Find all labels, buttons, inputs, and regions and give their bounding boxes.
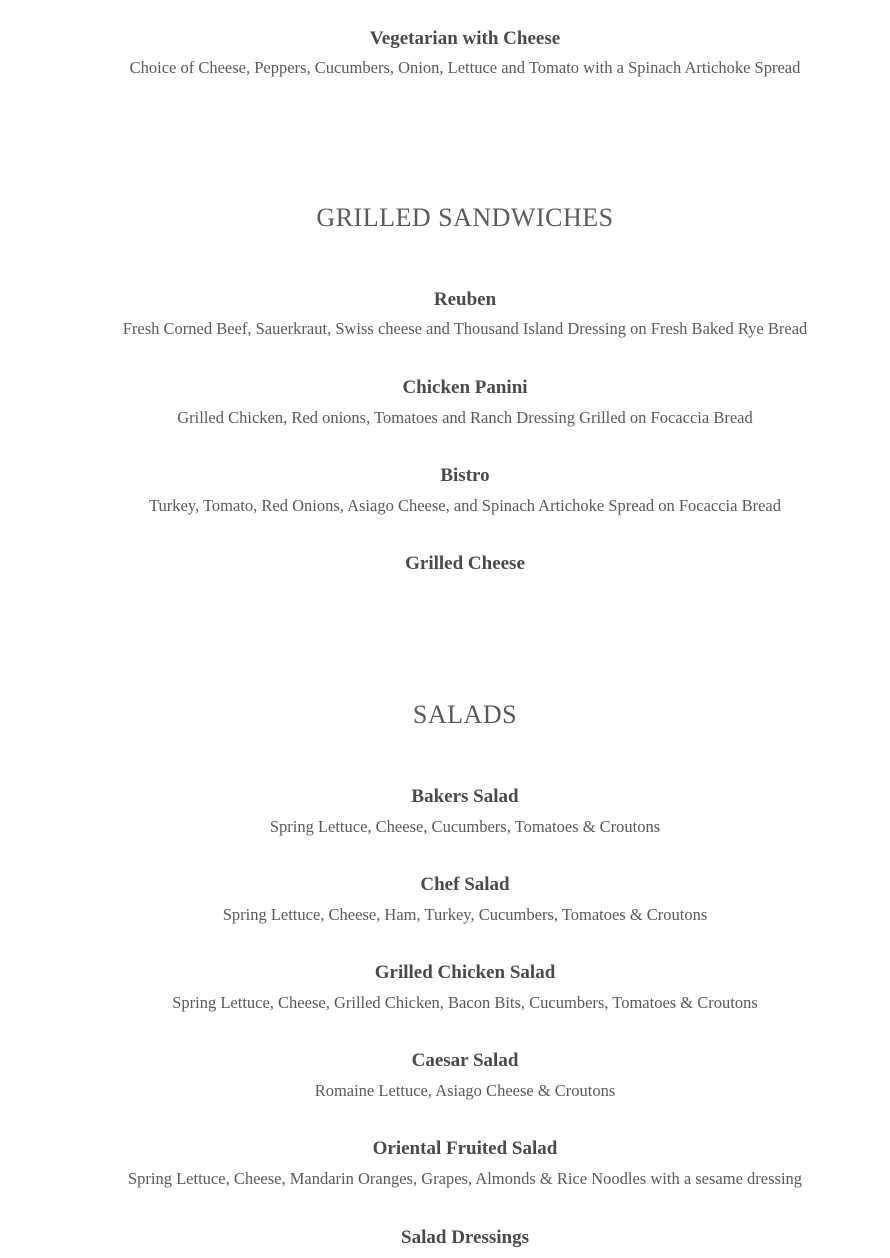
menu-item-description: Romaine Lettuce, Asiago Cheese & Croutons — [314, 1081, 616, 1100]
menu-item-description: Spring Lettuce, Cheese, Ham, Turkey, Cucumbers, Tomatoes & Croutons — [222, 905, 708, 924]
menu-item-name: Bistro — [440, 465, 490, 486]
section-title-grilled-sandwiches: GRILLED SANDWICHES — [316, 203, 614, 232]
menu-item-description: Choice of Cheese, Peppers, Cucumbers, Onion, Lettuce and Tomato with a Spinach Artichoke Spread — [129, 58, 801, 77]
menu-item-description: Spring Lettuce, Cheese, Mandarin Oranges, Grapes, Almonds & Rice Noodles with a sesame dressing — [127, 1169, 803, 1188]
menu-item-name: Chicken Panini — [402, 377, 528, 398]
salad-dressings-heading: Salad Dressings — [401, 1227, 529, 1248]
menu-item-name: Bakers Salad — [411, 786, 519, 807]
menu-item-description: Fresh Corned Beef, Sauerkraut, Swiss cheese and Thousand Island Dressing on Fresh Baked Rye Bread — [122, 319, 808, 338]
menu-item-description: Spring Lettuce, Cheese, Grilled Chicken, Bacon Bits, Cucumbers, Tomatoes & Croutons — [172, 993, 758, 1012]
section-title-salads: SALADS — [412, 700, 518, 729]
menu-item-name: Chef Salad — [420, 874, 510, 895]
menu-item-name: Reuben — [433, 289, 497, 310]
menu-item-name: Vegetarian with Cheese — [369, 28, 561, 49]
menu-item-name: Grilled Cheese — [405, 553, 525, 574]
menu-item-description: Spring Lettuce, Cheese, Cucumbers, Tomatoes & Croutons — [269, 817, 661, 836]
menu-item-name: Oriental Fruited Salad — [372, 1138, 558, 1159]
menu-item-description: Grilled Chicken, Red onions, Tomatoes and Ranch Dressing Grilled on Focaccia Bread — [177, 408, 753, 427]
menu-item-description: Turkey, Tomato, Red Onions, Asiago Cheese, and Spinach Artichoke Spread on Focaccia Bread — [149, 496, 781, 515]
menu-item-name: Caesar Salad — [411, 1050, 519, 1071]
menu-item-name: Grilled Chicken Salad — [374, 962, 556, 983]
